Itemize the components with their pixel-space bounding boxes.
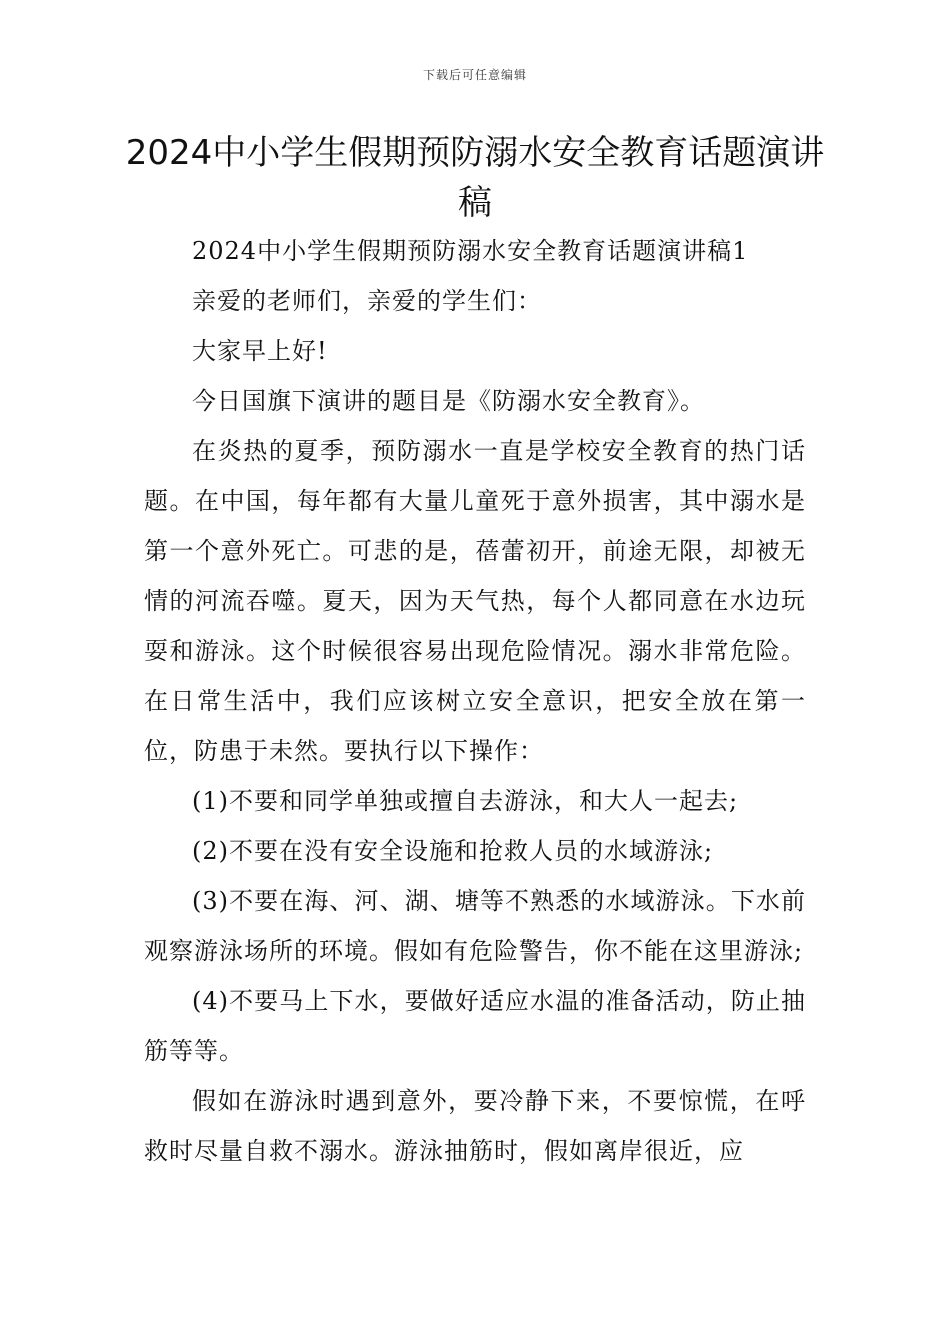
paragraph-rule-3: (3)不要在海、河、湖、塘等不熟悉的水域游泳。下水前观察游泳场所的环境。假如有危险警告，你不能在这里游泳; xyxy=(144,887,806,965)
paragraph-emergency: 假如在游泳时遇到意外，要冷静下来，不要惊慌，在呼救时尽量自救不溺水。游泳抽筋时，假如离岸很近，应 xyxy=(144,1087,806,1165)
document-title: 2024中小学生假期预防溺水安全教育话题演讲稿 xyxy=(125,133,825,223)
paragraph-rule-1: (1)不要和同学单独或擅自去游泳，和大人一起去; xyxy=(192,787,739,815)
paragraph-rule-2: (2)不要在没有安全设施和抢救人员的水域游泳; xyxy=(192,837,714,865)
paragraph-good-morning: 大家早上好! xyxy=(192,337,328,365)
paragraph-rule-4: (4)不要马上下水，要做好适应水温的准备活动，防止抽筋等等。 xyxy=(144,987,806,1065)
document-body xyxy=(144,226,806,1176)
paragraph-subtitle: 2024中小学生假期预防溺水安全教育话题演讲稿1 xyxy=(192,237,749,265)
header-note: 下载后可任意编辑 xyxy=(422,68,527,82)
paragraph-greeting: 亲爱的老师们，亲爱的学生们： xyxy=(192,287,542,315)
paragraph-intro: 在炎热的夏季，预防溺水一直是学校安全教育的热门话题。在中国，每年都有大量儿童死于意外损害，其中溺水是第一个意外死亡。可悲的是，蓓蕾初开，前途无限，却被无情的河流吞噬。夏天，因为天气热，每个人都同意在水边玩耍和游泳。这个时候很容易出现危险情况。溺水非常危险。在日常生活中，我们应该树立安全意识，把安全放在第一位，防患于未然。要执行以下操作： xyxy=(144,437,806,765)
paragraph-topic: 今日国旗下演讲的题目是《防溺水安全教育》。 xyxy=(192,387,705,415)
